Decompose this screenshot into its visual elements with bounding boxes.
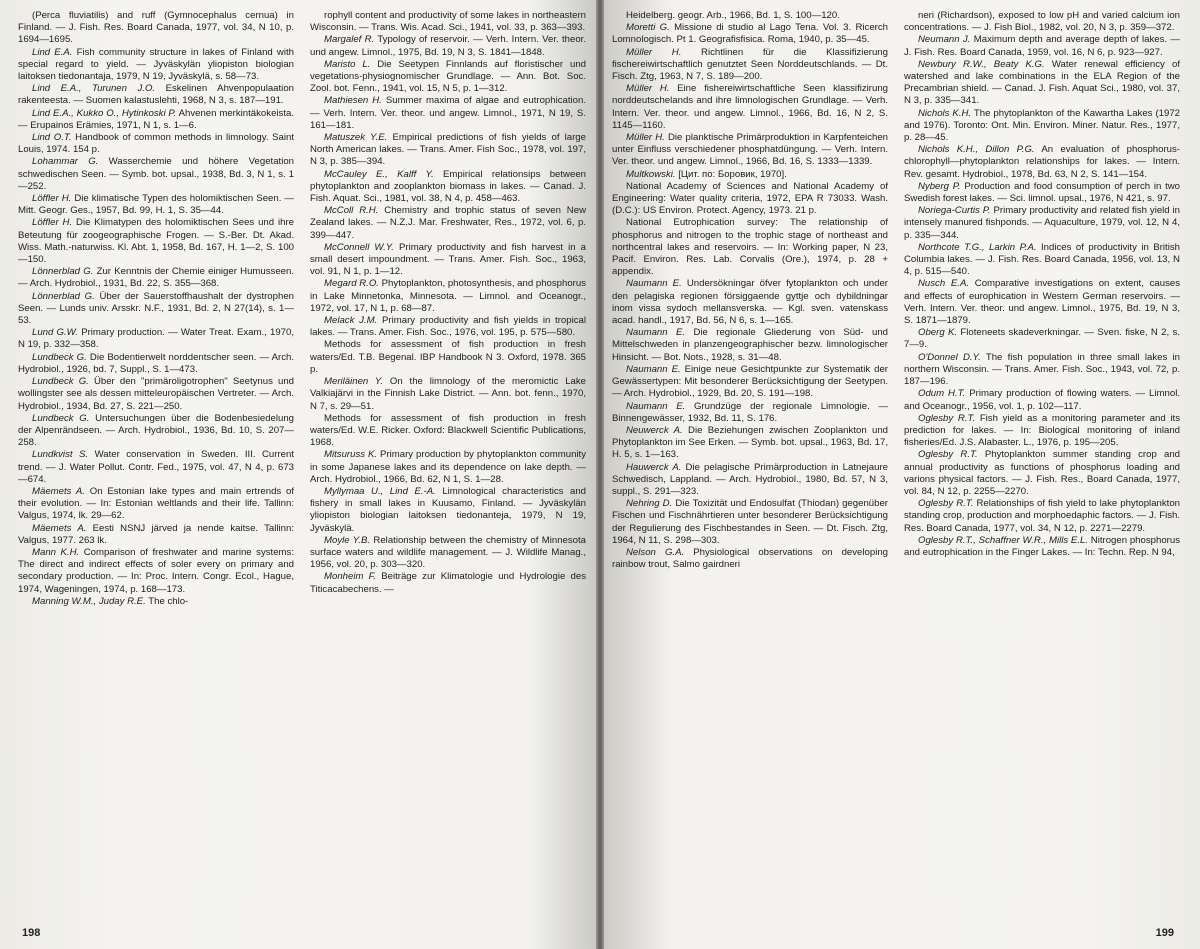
reference-text: Methods for assessment of fish production in fresh waters/Ed. T.B. Begenal. IBP Handbook N 3. Oxford, 1978. 365 p. xyxy=(310,339,586,375)
reference-entry xyxy=(904,144,1180,181)
reference-author: Hauwerck A. xyxy=(626,461,682,473)
reference-text: Fish community structure in lakes of Finland with special regard to yield. — Jyväskylän yliopiston biologian laitoksen tiedonantaja, 1979, N 19, Jyväskylä, s. 58—73. xyxy=(18,46,294,83)
reference-author: Oglesby R.T. xyxy=(918,498,974,510)
reference-text: Primary production by phytoplankton community in some Japanese lakes and its dependence on lake depth. — Arch. Hydrobiol., 1966, Bd. 62, N 1, S. 1—28. xyxy=(310,449,586,485)
reference-text: rophyll content and productivity of some lakes in northeastern Wisconsin. — Trans. Wis. Acad. Sci., 1941, vol. 33, p. 363—393. xyxy=(310,10,586,34)
reference-entry xyxy=(310,278,586,315)
reference-text: Phytoplankton summer standing crop and annual productivity as functions of phosphorus loading and varions physical factors. — J. Fish. Res., Board Canada, 1977, vol. 84, N 12, p. 2255—2270. xyxy=(904,449,1180,497)
reference-entry xyxy=(904,59,1180,108)
reference-text: The chlo- xyxy=(148,595,189,607)
reference-author: Myllymaa U., Lind E.-A. xyxy=(324,485,436,497)
right-page-column-1 xyxy=(612,10,888,921)
reference-text: Die Beziehungen zwischen Zooplankton und Phytoplankton im See Erken. — Symb. bot. upsal., 1963, Bd. 17, H. 5, s. 1—163. xyxy=(612,424,888,461)
reference-author: Löffler H. xyxy=(32,193,72,205)
reference-entry xyxy=(612,327,888,364)
reference-entry xyxy=(612,498,888,547)
reference-text: Floteneets skadeverkningar. — Sven. fiske, N 2, s. 7—9. xyxy=(904,327,1180,351)
reference-entry xyxy=(904,327,1180,351)
reference-author: Megard R.O. xyxy=(324,278,379,290)
reference-text: Summer maxima of algae and eutrophication. — Verh. Intern. Ver. theor. und angew. Limnol., 1971, N 19, S. 161—181. xyxy=(310,95,586,131)
reference-text: Comparison of freshwater and marine systems: The direct and indirect effects of soler every on primary and secondary production. — In: Proc. Intern. Congr. Ecol., Hague, 1974, Wageningen, 1974, p. 168—173. xyxy=(18,546,295,595)
reference-text: Primary productivity and fish harvest in a small desert impoundment. — Trans. Amer. Fish. Soc., 1963, vol. 91, N 1, p. 1—12. xyxy=(310,241,586,278)
reference-entry xyxy=(904,388,1180,412)
reference-text: Water conservation in Sweden. III. Current trend. — J. Water Pollut. Contr. Fed., 1975, vol. 47, N 4, p. 673—674. xyxy=(18,449,294,485)
reference-entry xyxy=(310,486,586,535)
reference-author: Newbury R.W., Beaty K.G. xyxy=(918,58,1045,70)
reference-entry xyxy=(18,352,294,376)
reference-author: Oglesby R.T., Schaffner W.R., Mills E.L. xyxy=(918,534,1088,546)
reference-author: Lind E.A., Turunen J.O. xyxy=(32,83,156,95)
reference-entry xyxy=(612,47,888,84)
reference-text: (Perca fluviatilis) and ruff (Gymnocephalus cernua) in Finland. — J. Fish. Res. Board Canada, 1977, vol. 34, N 10, p. 1694—1695. xyxy=(18,10,294,46)
reference-text: Die planktische Primärproduktion in Karpfenteichen unter Einfluss verschiedener phosphatdüngung. — Verh. Intern. Ver. theor. und angew. Limnol., 1966, Bd. 16, S. 1333—1339. xyxy=(612,132,888,168)
reference-entry xyxy=(310,205,586,242)
book-gutter xyxy=(596,0,604,949)
reference-author: Mathiesen H. xyxy=(324,95,382,107)
page-number-left: 198 xyxy=(22,927,41,939)
reference-text: Empirical predictions of fish yields of large North American lakes. — Trans. Amer. Fish Soc., 1978, vol. 197, N 3, p. 385—394. xyxy=(310,132,586,168)
reference-text: Eine fishereiwirtschaftliche Seen klassifizirung norddeutschelands and ihre limnologischen Grundlage. — Verh. Intern. Ver. theor. und angew. Limnol., 1966, Bd. 16, N 2, S. 1145—1160. xyxy=(612,83,888,131)
reference-text: Chemistry and trophic status of seven New Zealand lakes. — N.Z.J. Mar. Freshwater, Res., 1972, vol. 6, p. 399—447. xyxy=(310,205,586,241)
reference-entry xyxy=(18,83,294,107)
reference-author: Naumann E. xyxy=(626,327,686,339)
reference-text: The phytoplankton of the Kawartha Lakes (1972 and 1976). Toronto: Ont. Min. Environ. Miner. Natur. Res., 1977, p. 28—45. xyxy=(904,107,1180,144)
reference-author: Lind E.A., Kukko O., Hytinkoski P. xyxy=(32,107,177,119)
reference-text: Primary production. — Water Treat. Exam., 1970, N 19, p. 332—358. xyxy=(18,327,295,351)
reference-entry xyxy=(612,364,888,401)
reference-entry xyxy=(18,217,294,266)
reference-author: Matuszek Y.E. xyxy=(324,132,388,144)
reference-author: Lind O.T. xyxy=(32,132,72,144)
reference-entry xyxy=(612,425,888,462)
reference-entry xyxy=(310,535,586,572)
reference-text: Comparative investigations on extent, causes and effects of europhication in Western German reservoirs. — Verh. Intern. Ver. theor. und angew. Limnol., 1975, Bd. 19, N 3, S. 1871—1879. xyxy=(904,278,1180,327)
reference-author: Müller H. xyxy=(626,46,682,58)
reference-author: Manning W.M., Juday R.E. xyxy=(32,595,146,607)
reference-text: Richtlinen für die Klassifizierung fischereiwirtschaftlich genutztet Seen Norddeutschlands. — Dt. Fisch. Ztg, 1963, N 7, S. 189—200. xyxy=(612,46,888,83)
reference-author: Nichols K.H., Dillon P.G. xyxy=(918,144,1035,156)
reference-author: Naumann E. xyxy=(626,363,681,375)
reference-author: Maristo L. xyxy=(324,58,371,70)
reference-entry xyxy=(904,352,1180,389)
reference-text: Über der Sauerstoffhaushalt der dystrophen Seen. — Lunds univ. Arsskr. N.F., 1931, Bd. 2, N 27(14), s. 1—53. xyxy=(18,290,294,327)
reference-author: Monheim F. xyxy=(324,571,376,583)
reference-entry xyxy=(18,156,294,193)
reference-author: Neuwerck A. xyxy=(626,424,683,436)
reference-entry xyxy=(310,34,586,58)
reference-author: Lundbeck G. xyxy=(32,351,87,363)
reference-text: Primary productivity and related fish yield in intensely manured fishponds. — Aquaculture, 1979, vol. 12, N 4, p. 335—344. xyxy=(904,205,1181,241)
reference-entry xyxy=(310,571,586,595)
reference-entry xyxy=(310,376,586,413)
reference-entry xyxy=(612,217,888,278)
reference-author: Melack J.M. xyxy=(324,315,378,327)
reference-entry xyxy=(18,291,294,328)
reference-author: Margalef R. xyxy=(324,34,375,46)
reference-author: Naumann E. xyxy=(626,278,682,290)
reference-entry xyxy=(18,132,294,156)
reference-author: Lönnerblad G. xyxy=(32,266,94,278)
reference-author: Lohammar G. xyxy=(32,156,99,168)
reference-author: Moyle Y.B. xyxy=(324,534,371,546)
reference-text: neri (Richardson), exposed to low pH and varied calcium ion concentrations. — J. Fish Biol., 1982, vol. 20, N 3, p. 359—372. xyxy=(904,10,1180,34)
reference-entry xyxy=(904,108,1180,145)
reference-text: Einige neue Gesichtpunkte zur Systematik der Gewässertypen: Mit besonderer Berücksichtigung der Seetypen. — Arch. Hydrobiol., 1929, Bd. 20, S. 191—198. xyxy=(612,363,889,400)
reference-text: Primary production of flowing waters. — Limnol. and Oceanogr., 1956, vol. 1, p. 102—117. xyxy=(904,388,1180,412)
reference-author: Mitsuruss K. xyxy=(324,449,378,461)
reference-entry xyxy=(310,169,586,206)
right-page-columns xyxy=(612,10,1180,921)
reference-text: Grundzüge der regionale Limnologie. — Binnengewässer, 1932, Bd. 11, S. 176. xyxy=(612,400,889,424)
reference-entry xyxy=(310,59,586,96)
reference-entry xyxy=(612,10,888,22)
reference-entry xyxy=(310,95,586,132)
reference-text: Empirical relationsips between phytoplankton and zooplankton biomass in lakes. — Canad. J. Fish. Aquat. Sci., 1981, vol. 38, N 4, p. 458—463. xyxy=(310,168,586,205)
right-page-column-2 xyxy=(904,10,1180,921)
reference-text: On the limnology of the meromictic Lake Valkiajärvi in the Finnish Lake District. — Ann. bot. fenn., 1970, N 7, s. 29—51. xyxy=(310,376,587,412)
reference-entry xyxy=(18,327,294,351)
reference-author: Nichols K.H. xyxy=(918,107,972,119)
reference-entry xyxy=(18,449,294,486)
reference-text: Limnological characteristics and fishery in small lakes in Kuusamo, Finland. — Jyväskylän yliopiston biologian laitoksen tiedonanteja, 1979, N 19, Jyväskylä. xyxy=(310,485,587,534)
reference-author: Löffler H. xyxy=(32,217,73,229)
reference-author: Nehring D. xyxy=(626,498,673,510)
reference-entry xyxy=(310,339,586,376)
reference-author: Naumann E. xyxy=(626,400,686,412)
reference-entry xyxy=(18,523,294,547)
reference-author: Lundkvist S. xyxy=(32,449,89,461)
reference-author: Moretti G. xyxy=(626,22,670,34)
reference-author: Northcote T.G., Larkin P.A. xyxy=(918,241,1037,253)
reference-text: Methods for assessment of fish production in fresh waters/Ed. W.E. Ricker. Oxford: Blackwell Scientific Publications, 1968. xyxy=(310,412,586,449)
reference-entry xyxy=(310,449,586,486)
reference-author: Noriega-Curtis P. xyxy=(918,205,991,217)
reference-author: Müller H. xyxy=(626,132,665,144)
reference-text: An evaluation of phosphorus-chlorophyll—phytoplankton relationships for lakes. — Intern. Rev. gesamt. Hydrobiol., 1978, Bd. 63, N 2, S. 141—154. xyxy=(904,144,1180,180)
reference-entry xyxy=(904,242,1180,279)
reference-entry xyxy=(18,108,294,132)
reference-entry xyxy=(904,413,1180,450)
reference-entry xyxy=(310,132,586,169)
reference-text: Zur Kenntnis der Chemie einiger Humusseen. — Arch. Hydrobiol., 1931, Bd. 22, S. 355—368. xyxy=(18,266,294,290)
reference-text: Heidelberg. geogr. Arb., 1966, Bd. 1, S. 100—120. xyxy=(626,10,840,21)
reference-entry xyxy=(904,181,1180,205)
reference-entry xyxy=(612,462,888,499)
reference-entry xyxy=(18,47,294,84)
reference-entry xyxy=(612,181,888,218)
left-page-columns xyxy=(18,10,586,921)
reference-author: Multkowski. xyxy=(626,168,676,180)
reference-entry xyxy=(904,498,1180,535)
reference-author: Nelson G.A. xyxy=(626,546,685,558)
reference-author: Odum H.T. xyxy=(918,388,966,400)
reference-author: Lundbeck G. xyxy=(32,376,89,388)
reference-text: Handbook of common methods in limnology. Saint Louis, 1974. 154 p. xyxy=(18,132,294,156)
reference-text: [Цит. по: Боровик, 1970]. xyxy=(678,168,787,180)
reference-author: Lönnerblad G. xyxy=(32,290,95,302)
reference-text: Water renewal efficiency of watershed and lake combinations in the ELA Region of the Precambrian shield. — Canad. J. Fish. Aquat Sci., 1980, vol. 37, N 3, p. 335—341. xyxy=(904,58,1180,107)
reference-entry xyxy=(310,315,586,339)
reference-author: Mäemets A. xyxy=(32,485,85,497)
reference-text: Phytoplankton, photosynthesis, and phosphorus in Lake Minnetonka, Minnesota. — Limnol. and Oceanogr., 1972, vol. 17, N 1, p. 68—87. xyxy=(310,278,587,314)
reference-entry xyxy=(18,376,294,413)
reference-author: Meriläinen Y. xyxy=(324,376,384,388)
reference-entry xyxy=(18,547,294,596)
reference-text: Typology of reservoir. — Verh. Intern. Ver. theor. und angew. Limnol., 1975, Bd. 19, N 3, S. 1841—1848. xyxy=(310,34,586,58)
reference-author: Mann K.H. xyxy=(32,546,80,558)
reference-text: Fish yield as a monitoring parameter and its prediction for lakes. — In: Biological monitoring of inland fisheries/Ed. J.S. Alabaster. L., 1976, p. 195—205. xyxy=(904,412,1180,449)
reference-text: Missione di studio al Lago Tena. Vol. 3. Ricerch Lomnologisch. Pt 1. Geografisfisica. Roma, 1940, p. 35—45. xyxy=(612,22,888,46)
page-number-right: 199 xyxy=(1155,927,1174,939)
reference-text: The fish population in three small lakes in northern Wisconsin. — Trans. Amer. Fish. Soc., 1943, vol. 72, p. 187—196. xyxy=(904,351,1181,388)
reference-author: Neumann J. xyxy=(918,34,971,46)
reference-author: Nusch E.A. xyxy=(918,278,970,290)
reference-author: Müller H. xyxy=(626,83,670,95)
reference-entry xyxy=(904,10,1180,34)
reference-text: Indices of productivity in British Columbia lakes. — J. Fish. Res. Board Canada, 1956, vol. 13, N 4, p. 515—540. xyxy=(904,241,1180,278)
reference-author: Oglesby R.T. xyxy=(918,412,976,424)
reference-text: Die klimatische Typen des holomiktischen Seen. — Mitt. Geogr. Ges., 1957, Bd. 99, H. 1, S. 35—44. xyxy=(18,193,294,217)
reference-text: Production and food consumption of perch in two Swedish forest lakes. — Sci. limnol. upsal., 1976, N 421, s. 97. xyxy=(904,180,1181,205)
reference-text: Wasserchemie und höhere Vegetation schwedischen Seen. — Symb. bot. upsal., 1938, Bd. 3, N 1, s. 1—252. xyxy=(18,156,294,192)
reference-entry xyxy=(18,266,294,290)
reference-text: Primary productivity and fish yields in tropical lakes. — Trans. Amer. Fish. Soc., 1976, vol. 195, p. 575—580. xyxy=(310,315,586,339)
reference-text: Die Klimatypen des holomiktischen Sees und ihre Beteutung für zoogeographische Frogen. — S.-Ber. Dt. Akad. Wiss. Math.-naturwiss. Kl. Abt. 1, 1958, Bd. 167, H. 1—2, S. 100—150. xyxy=(18,217,294,266)
reference-text: Untersuchungen über die Bodenbesiedelung der Alpenrändseen. — Arch. Hydrobiol., 1936, Bd. 10, S. 207—258. xyxy=(18,412,295,449)
reference-text: Die Bodentierwelt norddentscher seen. — Arch. Hydrobiol., 1926, bd. 7, Suppl., S. 1—473. xyxy=(18,351,294,375)
reference-author: Lind E.A. xyxy=(32,46,73,58)
reference-entry xyxy=(612,22,888,46)
left-page-column-2 xyxy=(310,10,586,921)
reference-author: McColl R.H. xyxy=(324,205,379,217)
reference-author: McConnell W.Y. xyxy=(324,241,394,253)
left-page-column-1 xyxy=(18,10,294,921)
reference-text: Relationships of fish yield to lake phytoplankton standing crop, production and morphoedaphic factors. — J. Fish. Res. Board Canada, 1977, vol. 34, N 12, p. 2271—2279. xyxy=(904,498,1180,534)
reference-entry xyxy=(904,449,1180,498)
reference-entry xyxy=(310,242,586,279)
reference-entry xyxy=(18,486,294,523)
reference-text: Über den "primäroligotrophen" Seetynus und wollingster see als dessen mitteleuropäischen Vertreter. — Arch. Hydrobiol., 1934, Bd. 27, S. 221—250. xyxy=(18,376,294,412)
reference-text: Die regionale Gliederung von Süd- und Mittelschweden in planzengeographischer bezw. limnologischer Hinsicht. — Bot. Nots., 1928, s. 31—48. xyxy=(612,327,888,363)
reference-text: Ahvenen merkintäkokeista. — Erupainos Erämies, 1971, N 1, s. 1—6. xyxy=(18,107,294,131)
reference-entry xyxy=(904,205,1180,242)
reference-text: Eesti NSNJ järved ja nende kaitse. Tallinn: Valgus, 1977. 263 lk. xyxy=(18,522,294,546)
reference-text: Undersökningar öfver fytoplankton och under den pelagiska regionen försiggaende gyttje och dybildningar inom vissa sydoch mellansverska. — Kgl. sven. vatenskass acad. handl., 1917, Bd. 56, N 6, s. 1—165. xyxy=(612,278,888,327)
reference-author: McCauley E., Kalff Y. xyxy=(324,168,434,180)
reference-text: Beiträge zur Klimatologie und Hydrologie des Titicacabechens. — xyxy=(310,571,587,595)
reference-entry xyxy=(18,413,294,450)
reference-text: Eskelinen Ahvenpopulaation rakenteesta. — Suomen kalastuslehti, 1968, N 3, s. 187—191. xyxy=(18,83,294,107)
reference-text: Maximum depth and average depth of lakes. — J. Fish. Res. Board Canada, 1959, vol. 16, N 6, p. 923—927. xyxy=(904,34,1180,58)
reference-author: O'Donnel D.Y. xyxy=(918,351,981,363)
reference-entry xyxy=(612,83,888,132)
reference-entry xyxy=(612,278,888,327)
reference-text: Relationship between the chemistry of Minnesota surface waters and wildlife management. — J. Wildlife Manag., 1956, vol. 20, p. 303—320. xyxy=(310,534,586,571)
reference-text: Nitrogen phosphorus and eutrophication in the Finger Lakes. — In: Techn. Rep. N 94, xyxy=(904,534,1180,558)
reference-author: Oberg K. xyxy=(918,327,958,339)
reference-text: On Estonian lake types and main ertrends of their evolution. — In: Estonian weltlands and their life. Tallinn: Valgus, 1974, lk. 29—62. xyxy=(18,485,294,522)
reference-entry xyxy=(18,596,294,608)
reference-entry xyxy=(904,278,1180,327)
reference-entry xyxy=(904,34,1180,58)
reference-author: Lund G.W. xyxy=(32,327,79,339)
right-page xyxy=(600,0,1200,949)
reference-entry xyxy=(18,10,294,47)
reference-entry xyxy=(904,535,1180,559)
reference-author: Nyberg P. xyxy=(918,180,961,192)
reference-entry xyxy=(310,10,586,34)
reference-text: National Eutrophication survey: The relationship of phosphorus and nitrogen to the trophic stage of northeast and northcentral lakes and reservoirs. — In: Working paper, N 23, Pacif. Environ. Res. Lab. Corvalis (Ore.), 1974, p. 28 + appendix. xyxy=(612,217,888,278)
reference-entry xyxy=(18,193,294,217)
reference-entry xyxy=(612,547,888,571)
reference-text: Physiological observations on developing rainbow trout, Salmo gairdneri xyxy=(612,546,888,571)
reference-text: National Academy of Sciences and National Academy of Engineering: Water quality criteria, 1972, EPA R 73033. Wash. (D.C.): US Environ. Protect. Agency, 1973. 21 p. xyxy=(612,180,888,217)
reference-text: Die Toxizität und Endosulfat (Thiodan) gegenüber Fischen und Fischnährtieren unter besonderer Berücksichtigung der Regulierung des Fischbestandes in Seen. — Dt. Fisch. Ztg, 1964, N 11, S. 298—303. xyxy=(612,498,888,546)
reference-text: Die Seetypen Finnlands auf floristischer und vegetations-physiognomischer Grundlage. — Ann. Bot. Soc. Zool. bot. Fenn., 1941, vol. 15, N 5, p. 1—312. xyxy=(310,58,587,95)
reference-entry xyxy=(310,413,586,450)
reference-author: Oglesby R.T. xyxy=(918,449,978,461)
reference-entry xyxy=(612,401,888,425)
reference-entry xyxy=(612,132,888,169)
reference-entry xyxy=(612,169,888,181)
reference-text: Die pelagische Primärproduction in Latnejaure Schwedisch, Lappland. — Arch. Hydrobiol., 1980, Bd. 57, N 3, suppl., S. 291—323. xyxy=(612,461,888,497)
reference-author: Lundbeck G. xyxy=(32,412,90,424)
reference-author: Mäemets A. xyxy=(32,522,87,534)
